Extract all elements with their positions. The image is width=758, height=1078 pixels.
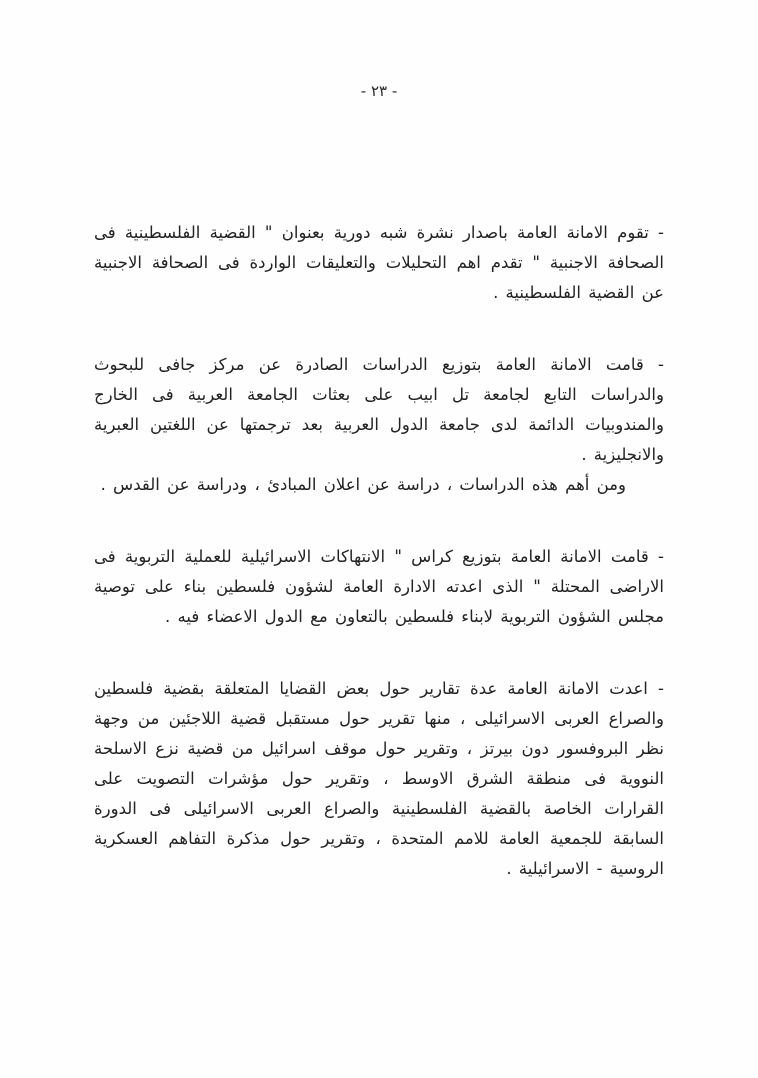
paragraph-bulletin-issue: - تقوم الامانة العامة باصدار نشرة شبه دورية بعنوان " القضية الفلسطينية فى الصحافة الاجنبية " تقدم اهم التحليلات والتعليقات الواردة فى الصحافة الاجنبية عن القضية الفلسطينية . <box>94 223 664 302</box>
paragraph-studies-distribution: - قامت الامانة العامة بتوزيع الدراسات الصادرة عن مركز جافى للبحوث والدراسات التابع لجامعة تل ابيب على بعثات الجامعة العربية فى الخارج والمندوبيات الدائمة لدى جامعة الدول العربية بعد ترجمتها عن اللغتين العبرية والانجليزية . <box>94 355 664 464</box>
page-number: - ٢٣ - <box>360 82 398 100</box>
paragraph-reports-prepared: - اعدت الامانة العامة عدة تقارير حول بعض القضايا المتعلقة بقضية فلسطين والصراع العربى الاسرائيلى ، منها تقرير حول مستقبل قضية اللاجئين من وجهة نظر البروفسور دون بيرتز ، وتقرير حول موقف اسرائيل من قضية نزع الاسلحة النووية فى منطقة الشرق الاوسط ، وتقرير حول مؤشرات التصويت على القرارات الخاصة بالقضية الفلسطينية والصراع العربى الاسرائيلى فى الدورة السابقة للجمعية العامة للامم المتحدة ، وتقرير حول مذكرة التفاهم العسكرية الروسية - الاسرائيلية . <box>94 679 664 878</box>
document-text-block <box>94 218 664 884</box>
paragraph-studies-examples: ومن أهم هذه الدراسات ، دراسة عن اعلان المبادئ ، ودراسة عن القدس . <box>100 475 626 494</box>
paragraph-booklet-distribution: - قامت الامانة العامة بتوزيع كراس " الانتهاكات الاسرائيلية للعملية التربوية فى الاراضى المحتلة " الذى اعدته الادارة العامة لشؤون فلسطين بناء على توصية مجلس الشؤون التربوية لابناء فلسطين بالتعاون مع الدول الاعضاء فيه . <box>94 547 664 626</box>
